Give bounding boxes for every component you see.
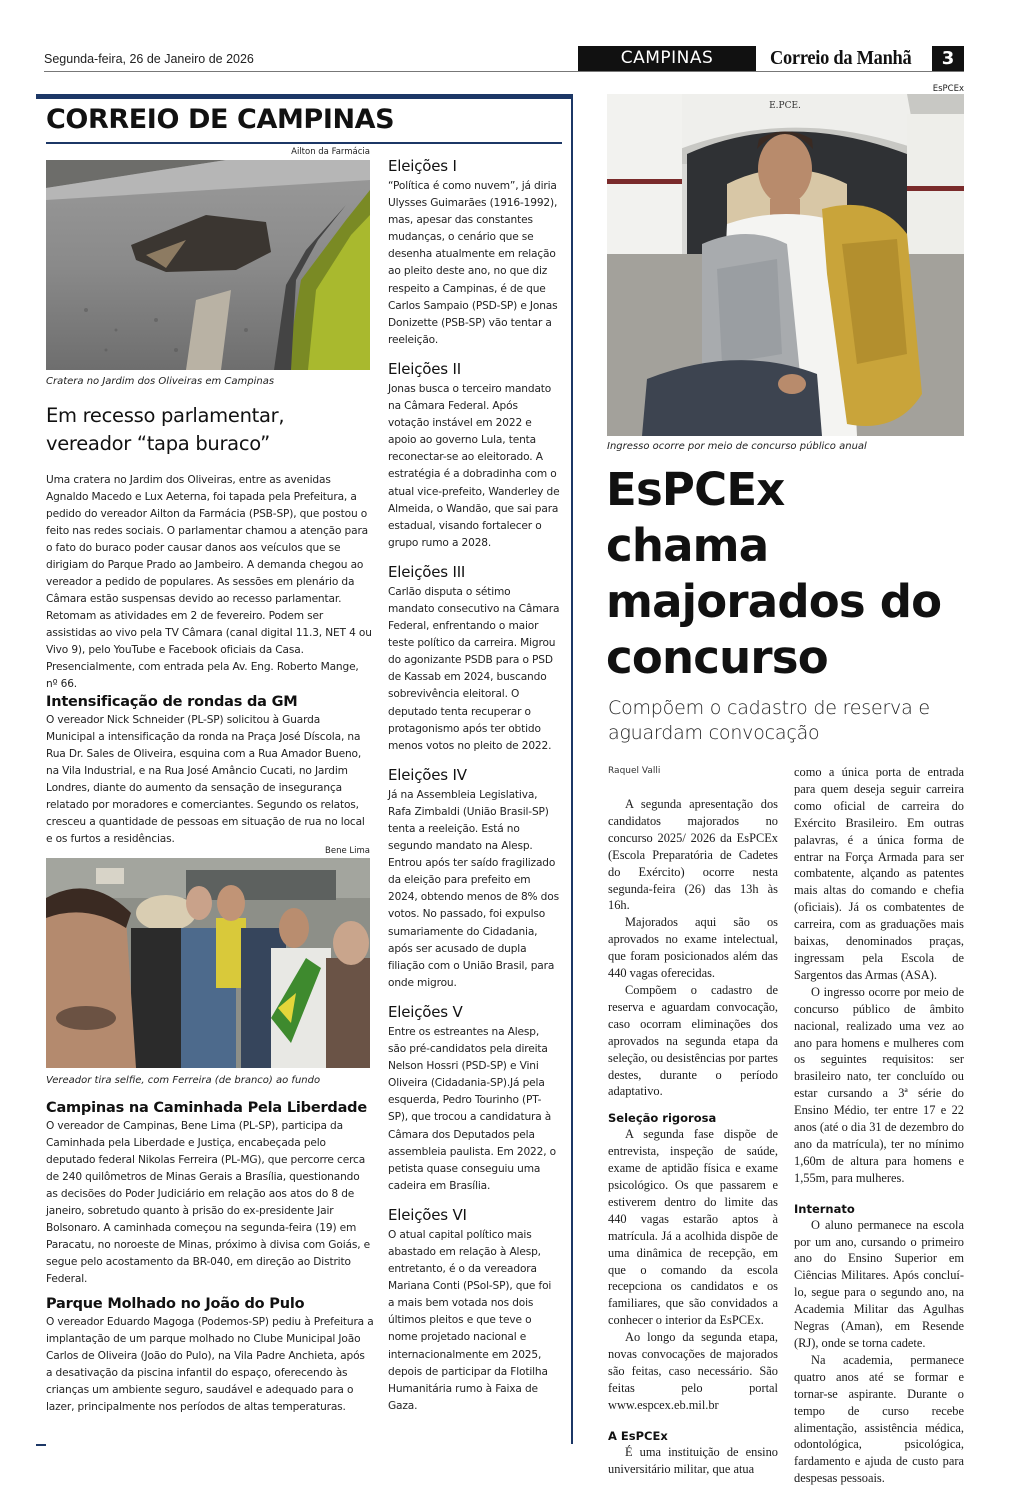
eleicoes-item — [388, 562, 560, 755]
paragraph: como a única porta de entrada para quem deseja seguir carreira como oficial de carreira do Exército Brasileiro. Em outras palavras, é a única forma de entrar na Força Armada para ser combatente, alçando as patentes mais altas do comando e chefia (oficiais). Já os combatentes de carreira, com as graduações mais baixas, denominados praças, ingressam pela Escola de Sargentos das Armas (ASA). — [794, 765, 964, 982]
paragraph: O ingresso ocorre por meio de concurso público de âmbito nacional, realizado uma vez ao ano para homens e mulheres com os seguintes requisitos: ser brasileiro nato, ter concluído ou estar cursando a 3ª série do Ensino Médio, ter entre 17 e 22 anos (até o dia 31 de dezembro do ano da matrícula), ter no mínimo 1,60m de altura para homens e 1,55m, para mulheres. — [794, 984, 964, 1185]
photo-credit: EsPCEx — [932, 84, 964, 94]
page-number: 3 — [932, 46, 964, 71]
eleicoes-body: Jonas busca o terceiro mandato na Câmara Federal. Após votação instável em 2022 e apoio ao governo Lula, tenta reconectar-se ao eleitorado. A estratégia é a dobradinha com o atual vice-prefeito, Wanderley de Almeida, o Wandão, que sai para estadual, visando fortalecer o grupo rumo a 2028. — [388, 382, 560, 549]
subheading-internato: Internato — [794, 1201, 855, 1216]
rondas-story — [46, 692, 372, 848]
lead-body: Uma cratera no Jardim dos Oliveiras, entre as avenidas Agnaldo Macedo e Lux Aeterna, foi tapada pela Prefeitura, a pedido do vereador Ailton da Farmácia (PSB-SP), que postou o feito nas redes sociais. O parlamentar chamou a atenção para o fato do buraco poder causar danos aos veículos que se dirigiam do Parque Prado ao Jambeiro. A demanda chegou ao vereador a pedido de populares. As sessões em plenário da Câmara estão suspensas devido ao recesso parlamentar. Retomam as atividades em 2 de fevereiro. Podem ser assistidas ao vivo pela TV Câmara (canal digital 11.3, NET 4 ou Vivo 9), pelo YouTube e Facebook oficiais da Casa. Presencialmente, com entrada pela Av. Eng. Roberto Mange, nº 66. — [46, 474, 372, 690]
eleicoes-title: Eleições IV — [388, 765, 467, 784]
column-title-rule — [46, 142, 562, 144]
eleicoes-item — [388, 765, 560, 992]
subheading-selecao: Seleção rigorosa — [608, 1111, 717, 1126]
rondas-body: O vereador Nick Schneider (PL-SP) solicitou à Guarda Municipal a intensificação da ronda na Praça José Díscola, na Rua Dr. Sales de Oliveira, esquina com a Rua Amador Bueno, na Vila Industrial, e na Rua José Amâncio Cucati, no Jardim Londres, diante do aumento da sensação de insegurança relatado por moradores e comerciantes. Segundo os relatos, cresceu a quantidade de pessoas em situação de rua no local e os furtos a residências. — [46, 714, 365, 845]
paragraph: Na academia, permanece quatro anos até se formar e tornar-se aspirante. Durante o tempo de curso recebe alimentação, assistência médica, odontológica, psicológica, fardamento e ajuda de custo para despesas pessoais. — [794, 1352, 964, 1486]
eleicoes-body: Carlão disputa o sétimo mandato consecutivo na Câmara Federal, enfrentando o maior teste político da carreira. Migrou do agonizante PSDB para o PSD de Kassab em 2024, buscando sobrevivência eleitoral. O deputado tenta recuperar o protagonismo após ter obtido menos votos no pleito de 2022. — [388, 585, 560, 752]
page-header — [44, 46, 964, 72]
feature-column-2 — [794, 764, 964, 1487]
feature-column-1 — [608, 796, 778, 1478]
lead-headline-line: Em recesso parlamentar, — [46, 404, 285, 427]
photo-credit: Bene Lima — [325, 846, 370, 856]
feature-headline — [606, 462, 986, 686]
feature-headline-line: concurso — [606, 631, 828, 684]
eleicoes-column — [388, 156, 560, 1425]
issue-date: Segunda-feira, 26 de Janeiro de 2026 — [44, 52, 254, 66]
pothole-photo — [46, 160, 370, 370]
lead-headline — [46, 402, 376, 458]
eleicoes-item — [388, 1205, 560, 1415]
eleicoes-body: Já na Assembleia Legislativa, Rafa Zimbaldi (União Brasil-SP) tenta a reeleição. Está no segundo mandato na Alesp. Entrou após ter saído fragilizado da eleição para prefeito em 2024, obtendo menos de 8% dos votos. No passado, foi expulso sumariamente do Cidadania, após ser acusado de dupla filiação com o União Brasil, para onde migrou. — [388, 788, 559, 989]
caminhada-story — [46, 1098, 374, 1288]
paragraph: A segunda fase dispõe de entrevista, inspeção de saúde, exame de aptidão física e exame psicológico. Os que passarem e estiverem dentro do limite das 440 vagas estarão aptos à matrícula. Já a acolhida dispõe de uma dinâmica de recepção, em que o comando da escola recepciona os candidatos e os familiares, que são convidados a conhecer o interior da EsPCEx. — [608, 1127, 778, 1328]
feature-headline-line: chama — [606, 519, 769, 572]
parque-title: Parque Molhado no João do Pulo — [46, 1296, 305, 1312]
espcex-photo-illustration — [607, 94, 964, 436]
parque-body: O vereador Eduardo Magoga (Podemos-SP) pediu à Prefeitura a implantação de um parque molhado no Clube Municipal João Carlos de Oliveira (João do Pulo), na Vila Padre Anchieta, após a desativação da piscina infantil do espaço, oferecendo às crianças um ambiente seguro, saudável e adequado para o lazer, principalmente nos períodos de altas temperaturas. — [46, 1316, 374, 1413]
paragraph: Compõem o cadastro de reserva e aguardam convocação, caso ocorram eliminações dos aprovados na segunda etapa da seleção, ou desistências por partes destes, durante o período adaptativo. — [608, 982, 778, 1099]
column-title: CORREIO DE CAMPINAS — [46, 104, 395, 135]
espcex-photo — [607, 94, 964, 436]
eleicoes-title: Eleições I — [388, 157, 457, 175]
paragraph: É uma instituição de ensino universitário militar, que atua — [608, 1444, 778, 1476]
rondas-title: Intensificação de rondas da GM — [46, 694, 298, 710]
subheading-espcex: A EsPCEx — [608, 1428, 668, 1443]
photo-caption: Ingresso ocorre por meio de concurso público anual — [607, 441, 867, 452]
eleicoes-body: O atual capital político mais abastado em relação à Alesp, entretanto, é o da vereadora Mariana Conti (PSol-SP), que foi a mais bem votada nos dois últimos pleitos e que teve o nome projetado nacional e internacionalmente em 2025, depois de participar da Flotilha Humanitária rumo à Faixa de Gaza. — [388, 1228, 552, 1412]
eleicoes-item — [388, 156, 560, 349]
feature-headline-line: EsPCEx — [606, 463, 785, 516]
photo-credit: Ailton da Farmácia — [291, 147, 370, 157]
selfie-photo-illustration — [46, 858, 370, 1068]
feature-deck: Compõem o cadastro de reserva e aguardam convocação — [608, 697, 930, 744]
paragraph: A segunda apresentação dos candidatos majorados no concurso 2025/ 2026 da EsPCEx (Escola Preparatória de Cadetes do Exército) ocorre nesta segunda-feira (26) das 13h às 16h. — [608, 797, 778, 913]
eleicoes-body: Entre os estreantes na Alesp, são pré-candidatos pela direita Nelson Hossri (PSD-SP) e Vini Oliveira (Cidadania-SP).Já pela esquerda, Pedro Tourinho (PT-SP), que trocou a candidatura à Câmara dos Deputados pela assembleia paulista. Em 2022, o petista quase conseguiu uma cadeira em Brasília. — [388, 1025, 556, 1192]
box-bottom-rule — [36, 1444, 46, 1446]
photo-caption: Vereador tira selfie, com Ferreira (de branco) ao fundo — [46, 1075, 321, 1086]
caminhada-body: O vereador de Campinas, Bene Lima (PL-SP), participa da Caminhada pela Liberdade e Justiça, encabeçada pelo deputado federal Nikolas Ferreira (PL-MG), que percorre cerca de 240 quilômetros de Minas Gerais a Brasília, questionando as decisões do Poder Judiciário em relação aos atos do 8 de janeiro, sobretudo quanto à prisão do ex-presidente Jair Bolsonaro. A caminhada começou na segunda-feira (19) em Paracatu, no noroeste de Minas, próximo à divisa com Goiás, e segue pelo acostamento da BR-040, em direção ao Distrito Federal. — [46, 1120, 371, 1285]
selfie-photo — [46, 858, 370, 1068]
eleicoes-item — [388, 1002, 560, 1195]
lead-headline-line: vereador “tapa buraco” — [46, 432, 270, 455]
caminhada-title: Campinas na Caminhada Pela Liberdade — [46, 1100, 367, 1116]
eleicoes-item — [388, 359, 560, 552]
eleicoes-body: “Política é como nuvem”, já diria Ulysses Guimarães (1916-1992), mas, apesar das constantes mudanças, o cenário que se desenha atualmente em relação ao pleito deste ano, no que diz respeito a Campinas, é de que Carlos Sampaio (PSD-SP) e Jonas Donizette (PSB-SP) vão tentar a reeleição. — [388, 180, 558, 346]
eleicoes-title: Eleições VI — [388, 1205, 467, 1224]
section-tag: CAMPINAS — [578, 46, 756, 71]
pothole-photo-illustration — [46, 160, 370, 370]
paragraph: Ao longo da segunda etapa, novas convocações de majorados são feitas, caso necessário. São feitas pelo portal www.espcex.eb.mil.br — [608, 1330, 778, 1412]
photo-caption: Cratera no Jardim dos Oliveiras em Campinas — [46, 376, 275, 387]
parque-story — [46, 1294, 374, 1416]
espcex-sign-text: E.PCE. — [769, 101, 801, 111]
masthead-logo: Correio da Manhã — [770, 47, 912, 69]
paragraph: Majorados aqui são os aprovados no exame intelectual, que foram posicionados além das 440 vagas oferecidas. — [608, 915, 778, 981]
eleicoes-title: Eleições III — [388, 562, 466, 581]
eleicoes-title: Eleições V — [388, 1002, 463, 1021]
byline: Raquel Valli — [608, 766, 661, 776]
feature-headline-line: majorados do — [606, 575, 942, 628]
paragraph: O aluno permanece na escola por um ano, cursando o primeiro ano do Ensino Superior em Ciências Militares. Após concluí-lo, segue para o segundo ano, na Academia Militar das Agulhas Negras (Aman), em Resende (RJ), onde se torna cadete. — [794, 1217, 964, 1350]
eleicoes-title: Eleições II — [388, 359, 461, 378]
